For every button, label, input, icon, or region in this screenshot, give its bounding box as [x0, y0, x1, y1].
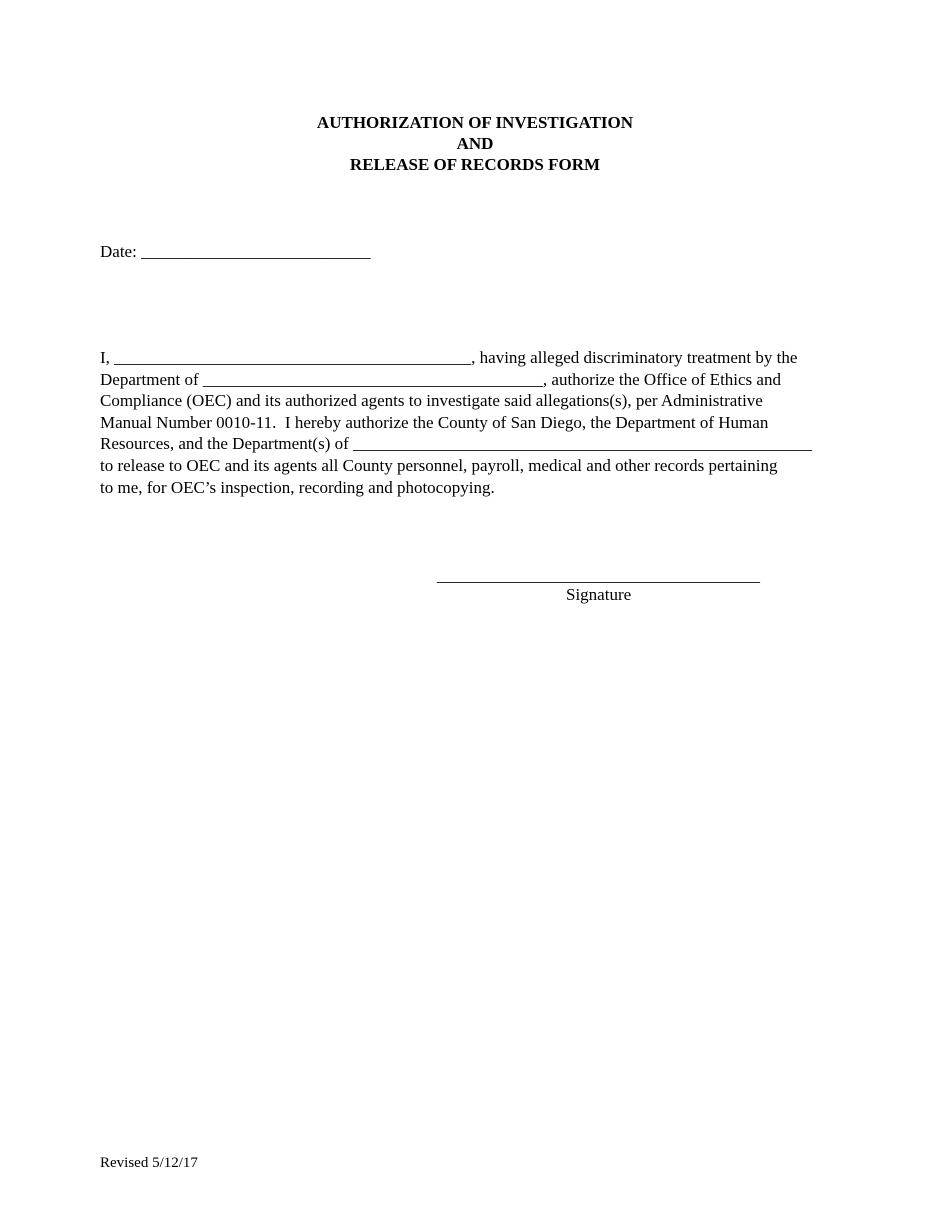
paragraph-line-1[interactable]: I, __________________________________________, having alleged discriminatory treatment by the [100, 348, 798, 367]
authorization-paragraph [100, 347, 860, 498]
paragraph-line-7: to me, for OEC’s inspection, recording and photocopying. [100, 477, 495, 497]
form-title [0, 112, 950, 175]
title-line-2: AND [456, 134, 494, 153]
paragraph-line-6: to release to OEC and its agents all County personnel, payroll, medical and other records pertaining [100, 455, 778, 475]
title-line-3: RELEASE OF RECORDS FORM [349, 155, 601, 174]
date-field[interactable]: Date: ___________________________ [100, 242, 371, 261]
title-line-1: AUTHORIZATION OF INVESTIGATION [316, 113, 634, 132]
revision-date: Revised 5/12/17 [100, 1155, 198, 1171]
signature-line[interactable]: ______________________________________ [437, 566, 760, 585]
paragraph-line-3: Compliance (OEC) and its authorized agents to investigate said allegations(s), per Administrative [100, 391, 763, 411]
paragraph-line-2[interactable]: Department of ________________________________________, authorize the Office of Ethics and [100, 369, 781, 389]
paragraph-line-5[interactable]: Resources, and the Department(s) of ______________________________________________________ [100, 434, 813, 454]
paragraph-line-4: Manual Number 0010-11. I hereby authorize the County of San Diego, the Department of Human [100, 412, 769, 432]
signature-label: Signature [566, 585, 632, 604]
